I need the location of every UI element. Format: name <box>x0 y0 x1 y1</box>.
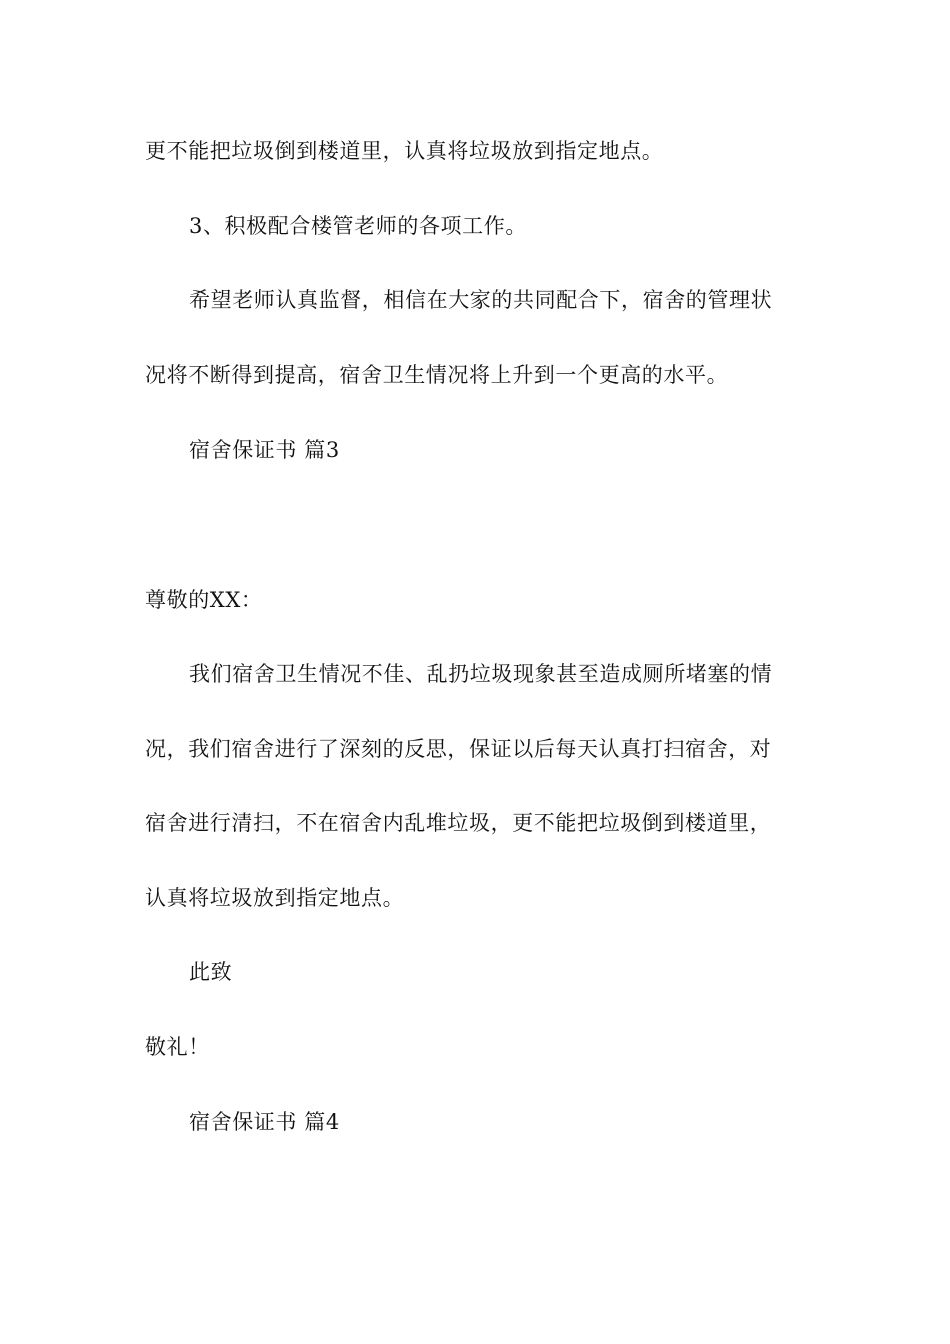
section-heading-3: 宿舍保证书 篇3 <box>189 438 340 462</box>
closing-jing-li: 敬礼！ <box>145 1035 210 1059</box>
paragraph-line: 认真将垃圾放到指定地点。 <box>145 886 405 910</box>
salutation: 尊敬的XX： <box>145 588 263 612</box>
section-heading-4: 宿舍保证书 篇4 <box>189 1110 340 1134</box>
paragraph-line: 宿舍进行清扫，不在宿舍内乱堆垃圾，更不能把垃圾倒到楼道里， <box>145 811 772 835</box>
paragraph-line: 况，我们宿舍进行了深刻的反思，保证以后每天认真打扫宿舍，对 <box>145 737 772 761</box>
paragraph-line: 希望老师认真监督，相信在大家的共同配合下，宿舍的管理状 <box>189 288 773 312</box>
list-item-3: 3、积极配合楼管老师的各项工作。 <box>189 214 527 238</box>
closing-ci-zhi: 此致 <box>189 960 233 984</box>
paragraph-continuation: 更不能把垃圾倒到楼道里，认真将垃圾放到指定地点。 <box>145 139 664 163</box>
paragraph-line: 我们宿舍卫生情况不佳、乱扔垃圾现象甚至造成厕所堵塞的情 <box>189 662 773 686</box>
paragraph-line: 况将不断得到提高，宿舍卫生情况将上升到一个更高的水平。 <box>145 363 729 387</box>
